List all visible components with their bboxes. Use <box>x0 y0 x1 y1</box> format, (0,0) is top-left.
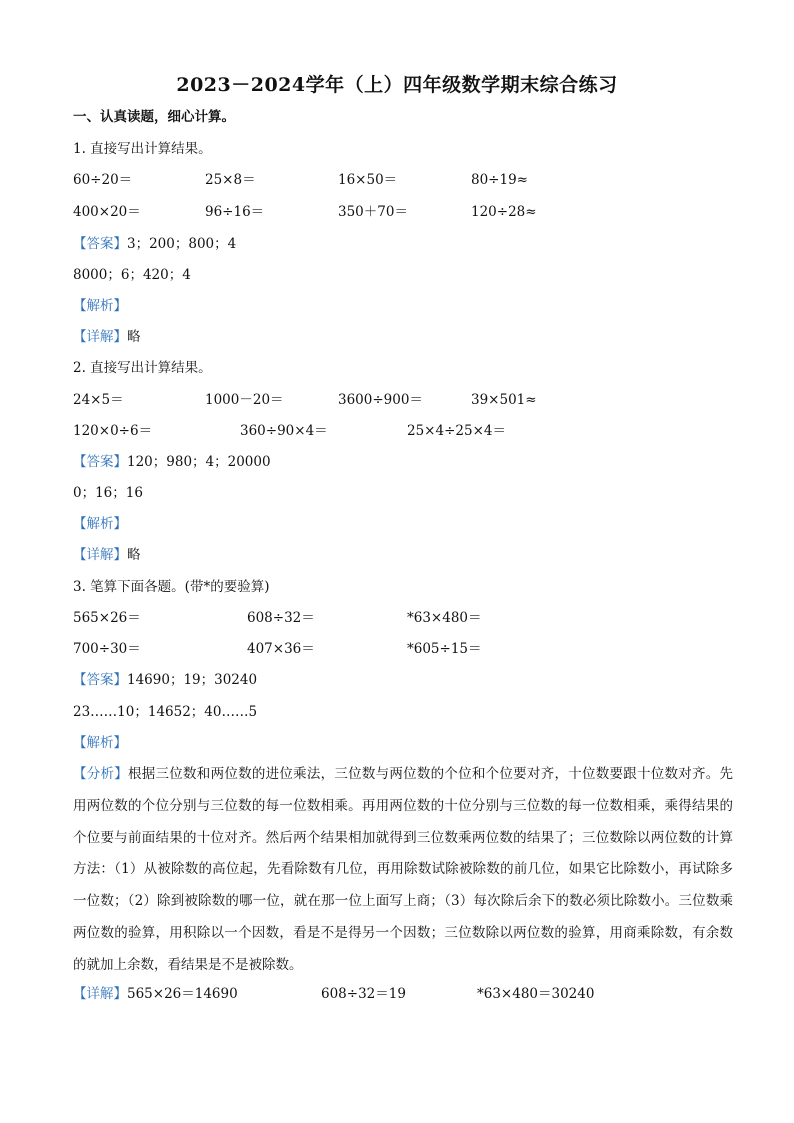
q1-answer <box>73 235 236 253</box>
detail-item: *63×480＝30240 <box>477 986 595 1002</box>
detail-text: 略 <box>127 329 141 345</box>
q3-answer-line-2: 23……10；14652；40……5 <box>73 704 258 720</box>
q3-item: *605÷15＝ <box>407 641 482 657</box>
q2-stem: 2. 直接写出计算结果。 <box>73 360 212 376</box>
detail-text: 略 <box>127 547 141 563</box>
q1-row-1 <box>73 171 733 189</box>
q1-stem: 1. 直接写出计算结果。 <box>73 141 212 157</box>
section-heading: 一、认真读题，细心计算。 <box>73 109 235 125</box>
q1-item: 400×20＝ <box>73 204 141 220</box>
q1-item: 60÷20＝ <box>73 172 133 188</box>
q3-item: 565×26＝ <box>73 610 141 626</box>
q3-stem: 3. 笔算下面各题。(带*的要验算) <box>73 579 270 595</box>
answer-text: 120；980；4；20000 <box>127 454 271 470</box>
q1-item: 96÷16＝ <box>205 204 265 220</box>
q1-answer-line-2: 8000；6；420；4 <box>73 267 191 283</box>
q1-item: 16×50＝ <box>338 172 398 188</box>
q3-item: *63×480＝ <box>407 610 482 626</box>
q3-detail <box>73 985 733 1003</box>
q3-row-2 <box>73 640 733 658</box>
analysis-tag: 【解析】 <box>73 516 127 532</box>
q2-row-1 <box>73 391 733 409</box>
answer-tag: 【答案】 <box>73 454 127 470</box>
answer-text: 14690；19；30240 <box>127 672 258 688</box>
q2-item: 39×501≈ <box>471 392 537 408</box>
q2-item: 24×5＝ <box>73 392 124 408</box>
q2-detail <box>73 546 141 564</box>
q3-item: 407×36＝ <box>247 641 315 657</box>
q3-item: 608÷32＝ <box>247 610 315 626</box>
q1-item: 120÷28≈ <box>471 204 537 220</box>
q1-row-2 <box>73 203 733 221</box>
q1-item: 350＋70＝ <box>338 204 408 220</box>
q2-answer-line-2: 0；16；16 <box>73 485 143 501</box>
q3-item: 700÷30＝ <box>73 641 141 657</box>
detail-tag: 【详解】 <box>73 547 127 563</box>
analysis-tag: 【解析】 <box>73 298 127 314</box>
answer-tag: 【答案】 <box>73 236 127 252</box>
q2-row-2 <box>73 422 733 440</box>
q2-item: 25×4÷25×4＝ <box>407 423 506 439</box>
detail-item: 608÷32＝19 <box>321 986 406 1002</box>
answer-tag: 【答案】 <box>73 672 127 688</box>
detail-first <box>73 985 238 1003</box>
q3-analysis-paragraph <box>73 759 733 982</box>
fenxi-tag: 【分析】 <box>73 766 129 782</box>
analysis-body: 根据三位数和两位数的进位乘法，三位数与两位数的个位和个位要对齐，十位数要跟十位数对齐。先用两位数的个位分别与三位数的每一位数相乘。再用两位数的十位分别与三位数的每一位数相乘，乘得结果的个位要与前面结果的十位对齐。然后两个结果相加就得到三位数乘两位数的结果了；三位数除以两位数的计算方法：（1）从被除数的高位起，先看除数有几位，再用除数试除被除数的前几位，如果它比除数小，再试除多一位数；（2）除到被除数的哪一位，就在那一位上面写上商；（3）每次除后余下的数必须比除数小。三位数乘两位数的验算，用积除以一个因数，看是不是得另一个因数；三位数除以两位数的验算，用商乘除数，有余数的就加上余数，看结果是不是被除数。 <box>73 766 734 973</box>
q1-item: 80÷19≈ <box>471 172 528 188</box>
answer-text: 3；200；800；4 <box>127 236 237 252</box>
q2-answer <box>73 453 271 471</box>
q2-item: 360÷90×4＝ <box>240 423 328 439</box>
q1-detail <box>73 328 141 346</box>
detail-item: 565×26＝14690 <box>127 986 238 1002</box>
detail-tag: 【详解】 <box>73 986 127 1002</box>
q2-item: 1000－20＝ <box>205 392 284 408</box>
q2-item: 120×0÷6＝ <box>73 423 153 439</box>
analysis-tag: 【解析】 <box>73 735 127 751</box>
page-title: 2023－2024学年（上）四年级数学期末综合练习 <box>176 74 618 96</box>
q1-item: 25×8＝ <box>205 172 256 188</box>
q3-row-1 <box>73 609 733 627</box>
detail-tag: 【详解】 <box>73 329 127 345</box>
q3-answer <box>73 671 257 689</box>
q2-item: 3600÷900＝ <box>338 392 423 408</box>
